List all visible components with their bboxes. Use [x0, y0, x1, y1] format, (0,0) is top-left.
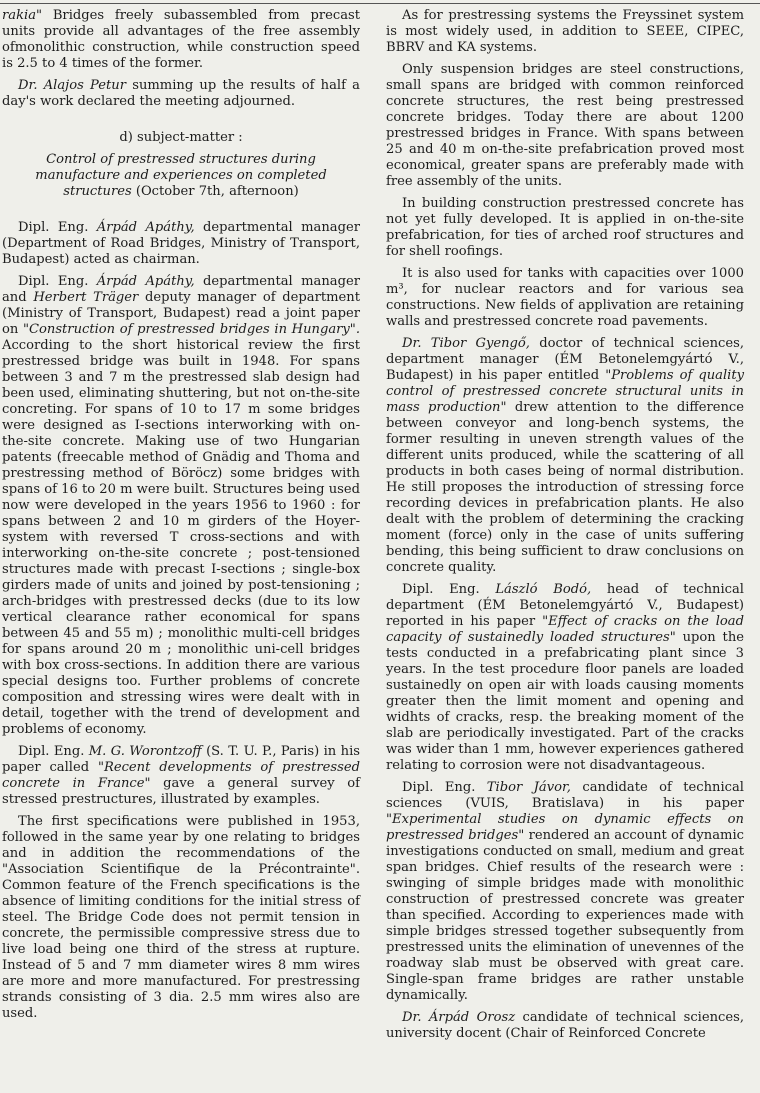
paragraph-gyengo: Dr. Tibor Gyengő, doctor of technical sciences, department manager (ÉM Betonelemgyártó V., Budapest) in his paper entitled "Problems of quality control of prestressed concrete structural units in mass production" drew attention to the difference between conveyor and long-bench systems, the former resulting in uneven strength values of the different units produced, while the scattering of all products in both cases being of normal distribution. He still proposes the introduction of stressing force recording devices in prefabrication plants. He also dealt with the problem of determining the cracking moment (force) only in the case of units suffering bending, this being sufficient to draw conclusions on concrete quality. [386, 336, 744, 575]
right-column [386, 8, 744, 1048]
paragraph-building-construction: In building construction prestressed concrete has not yet fully developed. It is applied in on-the-site prefabrication, for ties of arched roof structures and for shell roofings. [386, 196, 744, 259]
paragraph-bridges-subassembled: rakia" Bridges freely subassembled from precast units provide all advantages of the free assembly ofmonolithic construction, while construction speed is 2.5 to 4 times of the former. [2, 8, 360, 71]
left-column [2, 8, 360, 1028]
paragraph-javor: Dipl. Eng. Tibor Jávor, candidate of technical sciences (VUIS, Bratislava) in his paper "Experimental studies on dynamic effects on prestressed bridges" rendered an account of dynamic investigations conducted on small, medium and great span bridges. Chief results of the research were : swinging of simple bridges made with monolithic construction of prestressed concrete was greater than specified. According to experiences made with simple bridges stressed together subsequently from prestressed units the elimination of unevennes of the roadway slab must be observed with great care. Single-span frame bridges are rather unstable dynamically. [386, 780, 744, 1003]
paragraph-chairman: Dipl. Eng. Árpád Apáthy, departmental manager (Department of Road Bridges, Ministry of Transport, Budapest) acted as chairman. [2, 220, 360, 267]
paragraph-hungarian-bridges: Dipl. Eng. Árpád Apáthy, departmental manager and Herbert Träger deputy manager of department (Ministry of Transport, Budapest) read a joint paper on "Construction of prestressed bridges in Hungary". According to the short historical review the first prestressed bridge was built in 1948. For spans between 3 and 7 m the prestressed slab design had been used, eliminating shuttering, but not on-the-site concreting. For spans of 10 to 17 m some bridges were designed as I-sections interworking with on-the-site concrete. Making use of two Hungarian patents (freecable method of Gnädig and Thoma and prestressing method of Böröcz) some bridges with spans of 16 to 20 m were built. Structures being used now were developed in the years 1956 to 1960 : for spans between 2 and 10 m girders of the Hoyer-system with reversed T cross-sections and with interworking on-the-site concrete ; post-tensioned structures made with precast I-sections ; single-box girders made of units and joined by post-tensioning ; arch-bridges with prestressed decks (due to its low vertical clearance rather economical for spans between 45 and 55 m) ; monolithic multi-cell bridges for spans around 20 m ; monolithic uni-cell bridges with box cross-sections. In addition there are various special designs too. Further problems of concrete composition and stressing wires were dealt with in detail, together with the trend of development and problems of economy. [2, 274, 360, 737]
paragraph-meeting-adjourned: Dr. Alajos Petur summing up the results of half a day's work declared the meeting adjourned. [2, 78, 360, 109]
paragraph-french-specifications: The first specifications were published in 1953, followed in the same year by one relating to bridges and in addition the recommendations of the "Association Scientifique de la Précontrainte". Common feature of the French specifications is the absence of limiting conditions for the initial stress of steel. The Bridge Code does not permit tension in concrete, the permissible compressive stress due to live load being one third of the stress at rupture. Instead of 5 and 7 mm diameter wires 8 mm wires are more and more manufactured. For prestressing strands consisting of 3 dia. 2.5 mm wires also are used. [2, 814, 360, 1021]
subject-subtitle: Control of prestressed structures during manufacture and experiences on completed structures (October 7th, afternoon) [35, 152, 327, 199]
paragraph-orosz: Dr. Árpád Orosz candidate of technical sciences, university docent (Chair of Reinforced Concrete [386, 1010, 745, 1041]
paragraph-bodo: Dipl. Eng. László Bodó, head of technical department (ÉM Betonelemgyártó V., Budapest) reported in his paper "Effect of cracks on the load capacity of sustainedly loaded structures" upon the tests conducted in a prefabricating plant since 3 years. In the test procedure floor panels are loaded sustainedly on open air with loads causing moments greater then the limit moment and opening and widhts of cracks, resp. the breaking moment of the slab are periodically investigated. Part of the cracks was wider than 1 mm, however experiences gathered relating to corrosion were not disadvantageous. [386, 582, 744, 773]
top-rule [0, 3, 760, 4]
paragraph-worontzoff: Dipl. Eng. M. G. Worontzoff (S. T. U. P., Paris) in his paper called "Recent developments of prestressed concrete in France" gave a general survey of stressed prestructures, illustrated by examples. [2, 744, 360, 807]
paragraph-tanks: It is also used for tanks with capacities over 1000 m³, for nuclear reactors and for various sea constructions. New fields of applivation are retaining walls and prestressed concrete road pavements. [386, 266, 744, 329]
subject-heading: d) subject-matter : [119, 130, 243, 145]
paragraph-suspension-bridges: Only suspension bridges are steel constructions, small spans are bridged with common reinforced concrete structures, the rest being prestressed concrete bridges. Today there are about 1200 prestressed bridges in France. With spans between 25 and 40 m on-the-site prefabrication proved most economical, greater spans are preferably made with free assembly of the units. [386, 62, 744, 189]
paragraph-prestressing-systems: As for prestressing systems the Freyssinet system is most widely used, in addition to SEEE, CIPEC, BBRV and KA systems. [386, 8, 744, 55]
